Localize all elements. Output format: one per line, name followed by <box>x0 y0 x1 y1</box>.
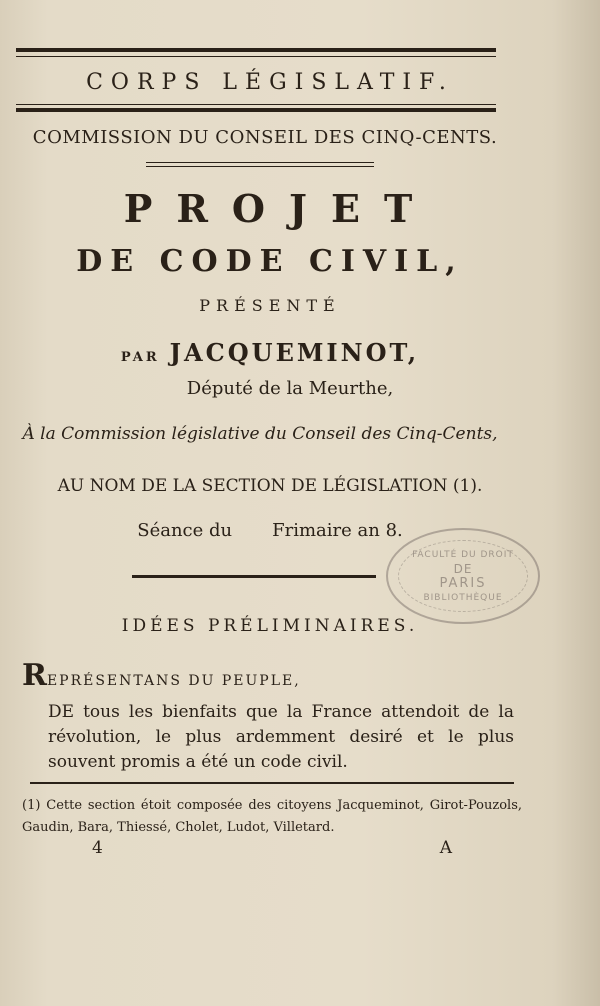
mid-rule-1 <box>16 104 496 105</box>
short-rule-1 <box>146 162 374 163</box>
stamp-line-2: DE <box>453 561 473 576</box>
library-stamp <box>386 528 540 624</box>
seance-label: Séance du <box>137 520 233 541</box>
signature-line <box>92 838 452 858</box>
projet-title: PROJET <box>123 186 437 231</box>
stamp-inner-ring <box>398 540 528 612</box>
top-rule-2 <box>16 56 496 57</box>
address-line <box>22 658 301 693</box>
signature-letter: A <box>439 838 452 858</box>
signature-number: 4 <box>92 838 103 858</box>
opening-paragraph: DE tous les bienfaits que la France attendoit de la révolution, le plus ardemment desiré et le plus souvent promis a été un code civil. <box>48 702 514 772</box>
stamp-line-1: FACULTÉ DU DROIT <box>412 549 514 560</box>
commission-line: À la Commission législative du Conseil des Cinq-Cents, <box>22 424 498 444</box>
seance-date: Frimaire an 8. <box>272 520 403 541</box>
short-rule-2 <box>146 166 374 167</box>
mid-rule-2 <box>16 108 496 112</box>
address-initial: R <box>22 658 47 693</box>
presente-label: PRÉSENTÉ <box>199 296 341 315</box>
section-line: AU NOM DE LA SECTION DE LÉGISLATION (1). <box>57 476 483 496</box>
corps-legislatif-heading: CORPS LÉGISLATIF. <box>86 70 454 95</box>
address-rest: EPRÉSENTANS DU PEUPLE, <box>46 673 301 689</box>
section-heading: IDÉES PRÉLIMINAIRES. <box>121 616 419 636</box>
footnote: (1) Cette section étoit composée des citoyens Jacqueminot, Girot-Pouzols, Gaudin, Bara, Thiessé, Cholet, Ludot, Villetard. <box>22 798 522 835</box>
stamp-line-4: BIBLIOTHÈQUE <box>423 592 503 603</box>
separator-rule <box>132 575 376 578</box>
commission-heading: COMMISSION DU CONSEIL DES CINQ-CENTS. <box>32 127 498 148</box>
author-name: JACQUEMINOT, <box>169 338 420 367</box>
par-label: PAR <box>120 350 160 365</box>
code-civil-title: DE CODE CIVIL, <box>76 244 464 279</box>
author-line <box>10 338 530 367</box>
top-rule-1 <box>16 48 496 52</box>
footnote-rule <box>30 782 514 784</box>
depute-line: Député de la Meurthe, <box>186 378 394 399</box>
stamp-line-3: PARIS <box>439 575 487 591</box>
